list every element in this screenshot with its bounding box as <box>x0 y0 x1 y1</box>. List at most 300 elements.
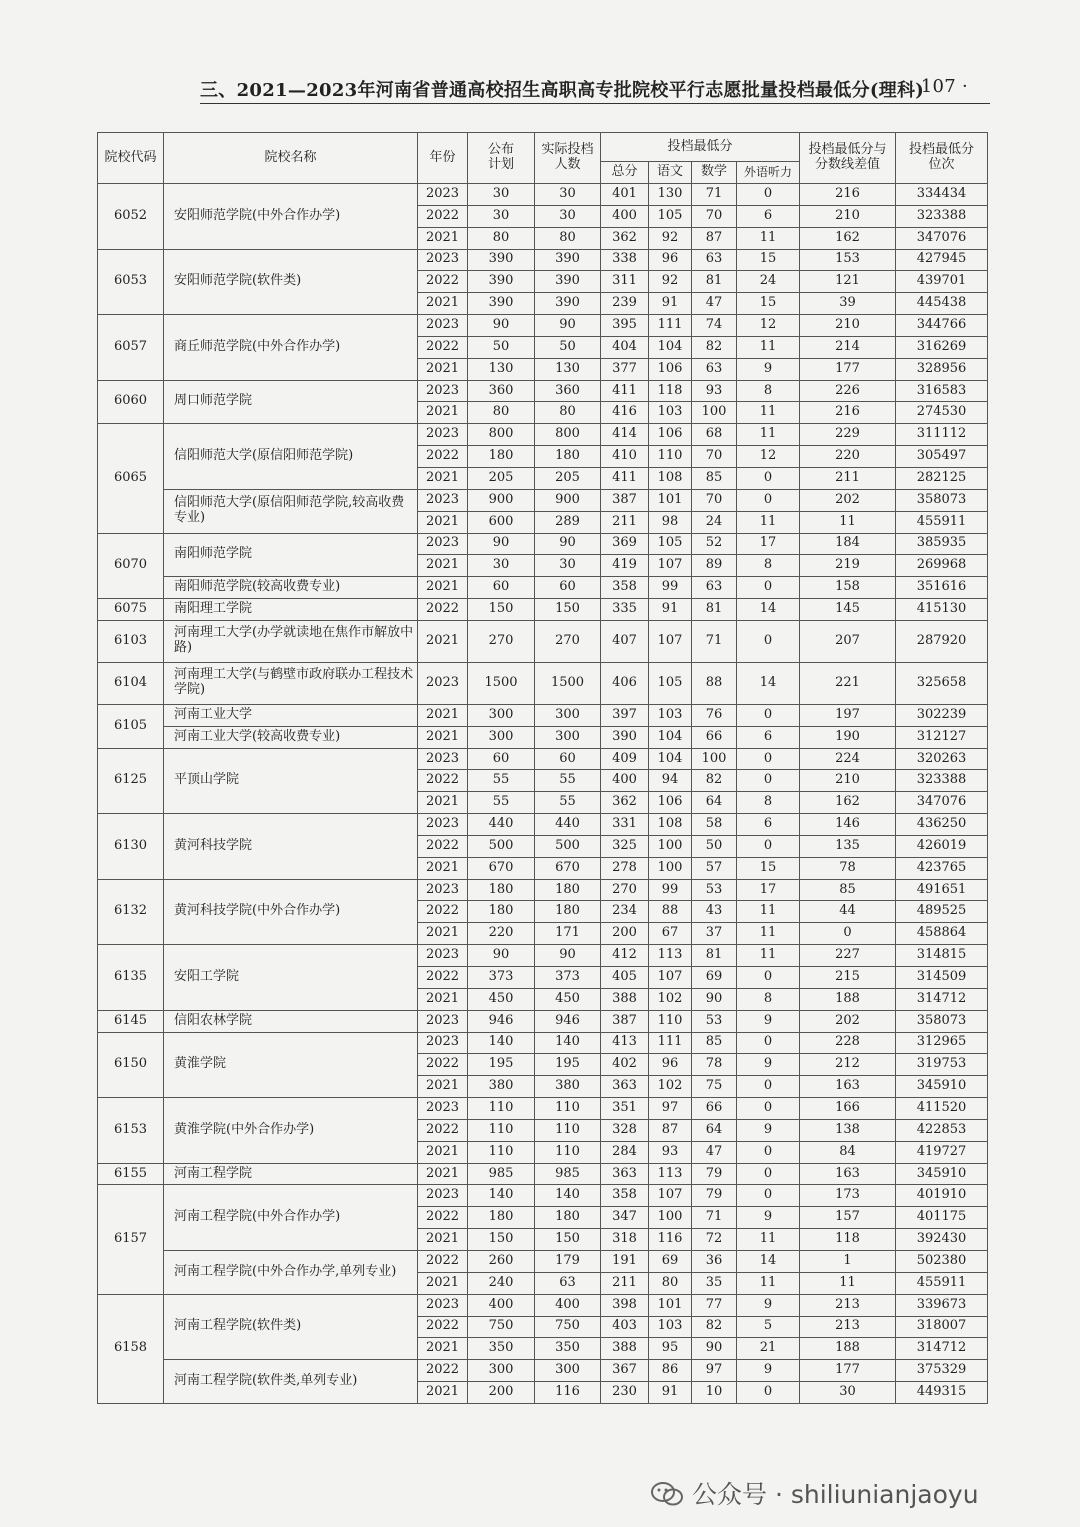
cell-diff: 162 <box>800 227 896 249</box>
cell-year: 2022 <box>418 1207 468 1229</box>
cell-total: 397 <box>601 704 649 726</box>
cell-chinese: 113 <box>649 945 692 967</box>
cell-plan: 180 <box>468 901 535 923</box>
cell-foreign: 15 <box>737 857 800 879</box>
cell-chinese: 96 <box>649 249 692 271</box>
cell-foreign: 11 <box>737 945 800 967</box>
cell-diff: 153 <box>800 249 896 271</box>
cell-actual: 800 <box>535 424 601 446</box>
cell-actual: 80 <box>535 227 601 249</box>
cell-math: 36 <box>692 1250 737 1272</box>
cell-chinese: 106 <box>649 358 692 380</box>
cell-math: 70 <box>692 446 737 468</box>
cell-plan: 220 <box>468 923 535 945</box>
cell-plan: 600 <box>468 511 535 533</box>
cell-year: 2021 <box>418 358 468 380</box>
cell-rank: 401175 <box>896 1207 988 1229</box>
header-chinese: 语文 <box>649 162 692 184</box>
cell-chinese: 98 <box>649 511 692 533</box>
school-name: 信阳农林学院 <box>164 1010 418 1032</box>
cell-chinese: 104 <box>649 748 692 770</box>
cell-year: 2021 <box>418 1163 468 1185</box>
cell-actual: 80 <box>535 402 601 424</box>
cell-chinese: 99 <box>649 879 692 901</box>
cell-chinese: 108 <box>649 467 692 489</box>
cell-diff: 202 <box>800 489 896 511</box>
cell-actual: 55 <box>535 770 601 792</box>
cell-actual: 440 <box>535 814 601 836</box>
cell-year: 2022 <box>418 770 468 792</box>
cell-total: 311 <box>601 271 649 293</box>
cell-math: 90 <box>692 988 737 1010</box>
cell-total: 331 <box>601 814 649 836</box>
cell-chinese: 95 <box>649 1338 692 1360</box>
cell-plan: 390 <box>468 293 535 315</box>
table-row <box>98 1185 988 1207</box>
cell-foreign: 9 <box>737 1010 800 1032</box>
cell-actual: 180 <box>535 446 601 468</box>
cell-actual: 90 <box>535 533 601 555</box>
cell-plan: 80 <box>468 227 535 249</box>
cell-math: 100 <box>692 402 737 424</box>
cell-chinese: 105 <box>649 205 692 227</box>
cell-foreign: 11 <box>737 424 800 446</box>
header-min-score: 投档最低分 <box>601 133 800 162</box>
cell-total: 387 <box>601 1010 649 1032</box>
cell-foreign: 8 <box>737 380 800 402</box>
table-row <box>98 184 988 206</box>
cell-chinese: 94 <box>649 770 692 792</box>
cell-year: 2023 <box>418 945 468 967</box>
cell-rank: 320263 <box>896 748 988 770</box>
cell-year: 2023 <box>418 489 468 511</box>
cell-foreign: 8 <box>737 988 800 1010</box>
cell-year: 2022 <box>418 205 468 227</box>
cell-year: 2021 <box>418 555 468 577</box>
cell-chinese: 105 <box>649 533 692 555</box>
cell-actual: 140 <box>535 1185 601 1207</box>
cell-rank: 344766 <box>896 315 988 337</box>
cell-actual: 180 <box>535 879 601 901</box>
cell-math: 70 <box>692 205 737 227</box>
cell-rank: 502380 <box>896 1250 988 1272</box>
cell-actual: 400 <box>535 1294 601 1316</box>
cell-rank: 455911 <box>896 1272 988 1294</box>
cell-total: 401 <box>601 184 649 206</box>
header-diff <box>800 133 896 184</box>
cell-math: 100 <box>692 748 737 770</box>
cell-math: 85 <box>692 1032 737 1054</box>
cell-diff: 210 <box>800 770 896 792</box>
cell-math: 47 <box>692 293 737 315</box>
cell-rank: 439701 <box>896 271 988 293</box>
cell-rank: 339673 <box>896 1294 988 1316</box>
cell-diff: 213 <box>800 1294 896 1316</box>
cell-foreign: 11 <box>737 336 800 358</box>
cell-year: 2023 <box>418 879 468 901</box>
cell-plan: 1500 <box>468 662 535 704</box>
table-row <box>98 1098 988 1120</box>
cell-year: 2021 <box>418 1141 468 1163</box>
cell-rank: 269968 <box>896 555 988 577</box>
cell-foreign: 11 <box>737 923 800 945</box>
cell-rank: 436250 <box>896 814 988 836</box>
cell-actual: 270 <box>535 620 601 662</box>
cell-rank: 375329 <box>896 1360 988 1382</box>
cell-foreign: 11 <box>737 511 800 533</box>
cell-diff: 44 <box>800 901 896 923</box>
cell-chinese: 103 <box>649 1316 692 1338</box>
cell-foreign: 9 <box>737 1207 800 1229</box>
cell-rank: 312127 <box>896 726 988 748</box>
cell-plan: 50 <box>468 336 535 358</box>
cell-plan: 390 <box>468 271 535 293</box>
cell-total: 328 <box>601 1119 649 1141</box>
cell-total: 363 <box>601 1076 649 1098</box>
cell-total: 230 <box>601 1382 649 1404</box>
school-name: 河南理工大学(办学就读地在焦作市解放中路) <box>164 620 418 662</box>
cell-diff: 138 <box>800 1119 896 1141</box>
cell-total: 387 <box>601 489 649 511</box>
cell-year: 2023 <box>418 662 468 704</box>
cell-chinese: 99 <box>649 577 692 599</box>
cell-foreign: 0 <box>737 1098 800 1120</box>
school-code: 6065 <box>98 424 164 533</box>
cell-year: 2021 <box>418 511 468 533</box>
cell-math: 82 <box>692 770 737 792</box>
cell-foreign: 0 <box>737 1076 800 1098</box>
cell-rank: 455911 <box>896 511 988 533</box>
table-row <box>98 945 988 967</box>
table-row <box>98 424 988 446</box>
header-year: 年份 <box>418 133 468 184</box>
cell-diff: 11 <box>800 511 896 533</box>
cell-diff: 11 <box>800 1272 896 1294</box>
cell-year: 2021 <box>418 293 468 315</box>
school-name: 安阳师范学院(中外合作办学) <box>164 184 418 250</box>
cell-rank: 427945 <box>896 249 988 271</box>
cell-actual: 670 <box>535 857 601 879</box>
cell-total: 347 <box>601 1207 649 1229</box>
cell-rank: 347076 <box>896 227 988 249</box>
cell-foreign: 0 <box>737 704 800 726</box>
cell-chinese: 102 <box>649 988 692 1010</box>
cell-total: 406 <box>601 662 649 704</box>
cell-foreign: 0 <box>737 467 800 489</box>
cell-plan: 260 <box>468 1250 535 1272</box>
cell-year: 2022 <box>418 271 468 293</box>
cell-math: 64 <box>692 1119 737 1141</box>
cell-chinese: 118 <box>649 380 692 402</box>
cell-math: 53 <box>692 1010 737 1032</box>
cell-total: 362 <box>601 227 649 249</box>
cell-diff: 0 <box>800 923 896 945</box>
header-rank-label: 投档最低分位次 <box>909 142 975 172</box>
cell-actual: 300 <box>535 726 601 748</box>
cell-diff: 210 <box>800 315 896 337</box>
cell-actual: 390 <box>535 293 601 315</box>
cell-total: 407 <box>601 620 649 662</box>
cell-plan: 110 <box>468 1098 535 1120</box>
cell-actual: 63 <box>535 1272 601 1294</box>
cell-foreign: 8 <box>737 792 800 814</box>
cell-year: 2022 <box>418 967 468 989</box>
cell-rank: 314815 <box>896 945 988 967</box>
cell-total: 413 <box>601 1032 649 1054</box>
cell-total: 395 <box>601 315 649 337</box>
cell-rank: 345910 <box>896 1163 988 1185</box>
cell-plan: 140 <box>468 1185 535 1207</box>
cell-total: 419 <box>601 555 649 577</box>
cell-chinese: 107 <box>649 620 692 662</box>
cell-total: 351 <box>601 1098 649 1120</box>
cell-chinese: 69 <box>649 1250 692 1272</box>
cell-actual: 130 <box>535 358 601 380</box>
table-row <box>98 315 988 337</box>
cell-chinese: 103 <box>649 704 692 726</box>
cell-foreign: 8 <box>737 555 800 577</box>
cell-diff: 157 <box>800 1207 896 1229</box>
cell-total: 409 <box>601 748 649 770</box>
cell-rank: 345910 <box>896 1076 988 1098</box>
cell-plan: 270 <box>468 620 535 662</box>
cell-chinese: 96 <box>649 1054 692 1076</box>
cell-total: 338 <box>601 249 649 271</box>
cell-math: 70 <box>692 489 737 511</box>
cell-chinese: 100 <box>649 1207 692 1229</box>
cell-chinese: 91 <box>649 293 692 315</box>
school-name: 河南工程学院(软件类) <box>164 1294 418 1360</box>
cell-year: 2021 <box>418 1338 468 1360</box>
cell-actual: 171 <box>535 923 601 945</box>
school-code: 6158 <box>98 1294 164 1403</box>
school-name: 河南工业大学(较高收费专业) <box>164 726 418 748</box>
cell-rank: 305497 <box>896 446 988 468</box>
cell-year: 2022 <box>418 336 468 358</box>
cell-foreign: 15 <box>737 293 800 315</box>
cell-math: 74 <box>692 315 737 337</box>
score-table-body <box>98 184 988 1404</box>
cell-total: 416 <box>601 402 649 424</box>
cell-year: 2023 <box>418 1032 468 1054</box>
cell-chinese: 80 <box>649 1272 692 1294</box>
cell-rank: 347076 <box>896 792 988 814</box>
cell-year: 2021 <box>418 1382 468 1404</box>
cell-rank: 491651 <box>896 879 988 901</box>
cell-rank: 385935 <box>896 533 988 555</box>
cell-actual: 390 <box>535 271 601 293</box>
cell-actual: 300 <box>535 704 601 726</box>
school-name: 信阳师范大学(原信阳师范学院) <box>164 424 418 490</box>
cell-rank: 325658 <box>896 662 988 704</box>
cell-plan: 60 <box>468 577 535 599</box>
cell-total: 234 <box>601 901 649 923</box>
cell-math: 79 <box>692 1163 737 1185</box>
cell-math: 88 <box>692 662 737 704</box>
cell-diff: 162 <box>800 792 896 814</box>
cell-year: 2023 <box>418 424 468 446</box>
cell-foreign: 0 <box>737 1163 800 1185</box>
school-code: 6075 <box>98 599 164 621</box>
cell-chinese: 103 <box>649 402 692 424</box>
cell-rank: 328956 <box>896 358 988 380</box>
header-rule <box>200 103 990 104</box>
cell-plan: 450 <box>468 988 535 1010</box>
cell-actual: 179 <box>535 1250 601 1272</box>
cell-diff: 221 <box>800 662 896 704</box>
cell-year: 2023 <box>418 1010 468 1032</box>
cell-diff: 184 <box>800 533 896 555</box>
school-name: 河南工程学院(软件类,单列专业) <box>164 1360 418 1404</box>
cell-math: 81 <box>692 599 737 621</box>
cell-actual: 110 <box>535 1119 601 1141</box>
cell-year: 2021 <box>418 726 468 748</box>
cell-total: 404 <box>601 336 649 358</box>
cell-actual: 289 <box>535 511 601 533</box>
cell-actual: 140 <box>535 1032 601 1054</box>
cell-chinese: 92 <box>649 227 692 249</box>
cell-diff: 216 <box>800 184 896 206</box>
school-code: 6105 <box>98 704 164 748</box>
cell-actual: 55 <box>535 792 601 814</box>
cell-diff: 78 <box>800 857 896 879</box>
cell-year: 2023 <box>418 1098 468 1120</box>
cell-rank: 422853 <box>896 1119 988 1141</box>
cell-actual: 30 <box>535 184 601 206</box>
cell-actual: 150 <box>535 599 601 621</box>
table-row <box>98 1294 988 1316</box>
table-row <box>98 249 988 271</box>
cell-year: 2022 <box>418 1316 468 1338</box>
cell-foreign: 14 <box>737 662 800 704</box>
cell-year: 2022 <box>418 599 468 621</box>
school-name: 南阳理工学院 <box>164 599 418 621</box>
cell-actual: 380 <box>535 1076 601 1098</box>
cell-chinese: 111 <box>649 315 692 337</box>
cell-total: 410 <box>601 446 649 468</box>
school-name: 平顶山学院 <box>164 748 418 814</box>
cell-diff: 163 <box>800 1163 896 1185</box>
cell-foreign: 0 <box>737 1382 800 1404</box>
table-row <box>98 748 988 770</box>
cell-rank: 415130 <box>896 599 988 621</box>
cell-year: 2021 <box>418 577 468 599</box>
cell-foreign: 21 <box>737 1338 800 1360</box>
header-diff-label: 投档最低分与分数线差值 <box>808 142 887 172</box>
cell-rank: 392430 <box>896 1229 988 1251</box>
cell-foreign: 17 <box>737 533 800 555</box>
cell-diff: 211 <box>800 467 896 489</box>
cell-total: 398 <box>601 1294 649 1316</box>
cell-rank: 334434 <box>896 184 988 206</box>
school-code: 6104 <box>98 662 164 704</box>
cell-actual: 110 <box>535 1098 601 1120</box>
cell-total: 400 <box>601 770 649 792</box>
header-code: 院校代码 <box>98 133 164 184</box>
table-row <box>98 620 988 662</box>
cell-math: 47 <box>692 1141 737 1163</box>
school-name: 南阳师范学院(较高收费专业) <box>164 577 418 599</box>
cell-foreign: 11 <box>737 1229 800 1251</box>
cell-year: 2022 <box>418 1250 468 1272</box>
cell-chinese: 116 <box>649 1229 692 1251</box>
cell-total: 414 <box>601 424 649 446</box>
cell-actual: 90 <box>535 315 601 337</box>
cell-diff: 227 <box>800 945 896 967</box>
cell-rank: 314712 <box>896 1338 988 1360</box>
cell-plan: 380 <box>468 1076 535 1098</box>
cell-chinese: 91 <box>649 599 692 621</box>
header-actual <box>535 133 601 184</box>
cell-chinese: 110 <box>649 1010 692 1032</box>
cell-rank: 426019 <box>896 835 988 857</box>
cell-rank: 358073 <box>896 1010 988 1032</box>
cell-foreign: 12 <box>737 446 800 468</box>
cell-diff: 146 <box>800 814 896 836</box>
cell-chinese: 92 <box>649 271 692 293</box>
cell-math: 78 <box>692 1054 737 1076</box>
table-row <box>98 1032 988 1054</box>
cell-year: 2023 <box>418 814 468 836</box>
school-code: 6052 <box>98 184 164 250</box>
school-name: 黄河科技学院(中外合作办学) <box>164 879 418 945</box>
cell-total: 402 <box>601 1054 649 1076</box>
cell-foreign: 17 <box>737 879 800 901</box>
cell-year: 2023 <box>418 533 468 555</box>
school-name: 商丘师范学院(中外合作办学) <box>164 315 418 381</box>
school-name: 安阳师范学院(软件类) <box>164 249 418 315</box>
cell-actual: 60 <box>535 748 601 770</box>
cell-foreign: 14 <box>737 1250 800 1272</box>
cell-plan: 180 <box>468 879 535 901</box>
cell-math: 81 <box>692 271 737 293</box>
cell-actual: 30 <box>535 555 601 577</box>
cell-math: 71 <box>692 184 737 206</box>
cell-math: 77 <box>692 1294 737 1316</box>
cell-plan: 55 <box>468 770 535 792</box>
wechat-watermark <box>650 1475 979 1511</box>
school-name: 河南工程学院(中外合作办学,单列专业) <box>164 1250 418 1294</box>
cell-math: 69 <box>692 967 737 989</box>
cell-math: 93 <box>692 380 737 402</box>
table-row <box>98 814 988 836</box>
cell-foreign: 0 <box>737 1185 800 1207</box>
cell-year: 2022 <box>418 835 468 857</box>
header-total: 总分 <box>601 162 649 184</box>
cell-year: 2022 <box>418 901 468 923</box>
cell-rank: 302239 <box>896 704 988 726</box>
cell-math: 79 <box>692 1185 737 1207</box>
cell-total: 335 <box>601 599 649 621</box>
cell-total: 362 <box>601 792 649 814</box>
cell-rank: 274530 <box>896 402 988 424</box>
cell-diff: 202 <box>800 1010 896 1032</box>
cell-actual: 750 <box>535 1316 601 1338</box>
cell-year: 2022 <box>418 1360 468 1382</box>
cell-year: 2021 <box>418 1076 468 1098</box>
cell-math: 97 <box>692 1360 737 1382</box>
cell-math: 66 <box>692 1098 737 1120</box>
cell-plan: 985 <box>468 1163 535 1185</box>
cell-total: 211 <box>601 511 649 533</box>
cell-diff: 166 <box>800 1098 896 1120</box>
cell-chinese: 101 <box>649 1294 692 1316</box>
cell-foreign: 5 <box>737 1316 800 1338</box>
cell-diff: 177 <box>800 358 896 380</box>
cell-chinese: 86 <box>649 1360 692 1382</box>
cell-year: 2023 <box>418 1294 468 1316</box>
cell-math: 63 <box>692 358 737 380</box>
